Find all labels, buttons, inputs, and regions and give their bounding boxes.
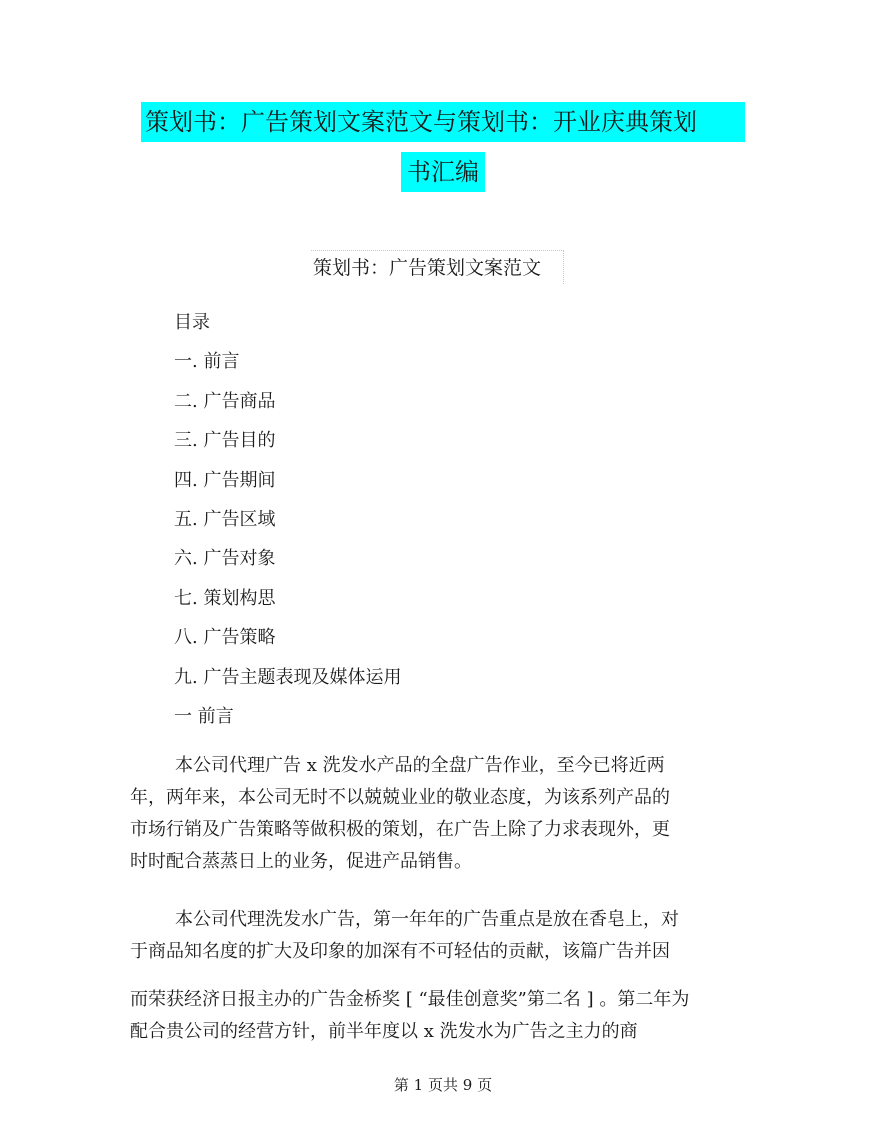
toc-item: 五. 广告区域 [174,508,276,530]
section-subtitle: 策划书：广告策划文案范文 [311,250,564,284]
title-line-2 [0,152,886,192]
toc-item: 二. 广告商品 [174,390,276,412]
paragraph-line: 于商品知名度的扩大及印象的加深有不可轻估的贡献，该篇广告并因 [130,941,670,962]
paragraph-line: 本公司代理广告 x 洗发水产品的全盘广告作业，至今已将近两 [175,755,665,776]
toc-item: 九. 广告主题表现及媒体运用 [174,666,402,688]
paragraph-1 [130,750,730,878]
paragraph-line: 年，两年来，本公司无时不以兢兢业业的敬业态度，为该系列产品的 [130,787,670,808]
paragraph-3 [130,984,730,1048]
toc-item: 三. 广告目的 [174,430,276,452]
paragraph-line: 配合贵公司的经营方针，前半年度以 x 洗发水为广告之主力的商 [130,1021,638,1042]
toc-item: 七. 策划构思 [174,587,276,609]
toc-heading: 目录 [174,312,210,333]
toc-item: 六. 广告对象 [174,548,276,570]
paragraph-line: 时时配合蒸蒸日上的业务，促进产品销售。 [130,851,472,872]
section-heading-preface: 一 前言 [174,705,234,727]
paragraph-line: 市场行销及广告策略等做积极的策划，在广告上除了力求表现外，更 [130,819,670,840]
table-of-contents [174,312,401,745]
title-line-1 [0,102,886,142]
toc-item: 四. 广告期间 [174,469,276,491]
paragraph-2 [130,904,730,968]
paragraph-line: 而荣获经济日报主办的广告金桥奖 [ “最佳创意奖”第二名 ] 。第二年为 [130,989,690,1010]
page-footer: 第 1 页共 9 页 [393,1076,493,1094]
paragraph-line: 本公司代理洗发水广告，第一年年的广告重点是放在香皂上，对 [175,909,679,930]
title-line-2-text: 书汇编 [401,152,485,192]
toc-item: 八. 广告策略 [174,627,276,649]
toc-item: 一. 前言 [174,351,240,373]
title-line-1-text: 策划书：广告策划文案范文与策划书：开业庆典策划 [141,102,745,142]
